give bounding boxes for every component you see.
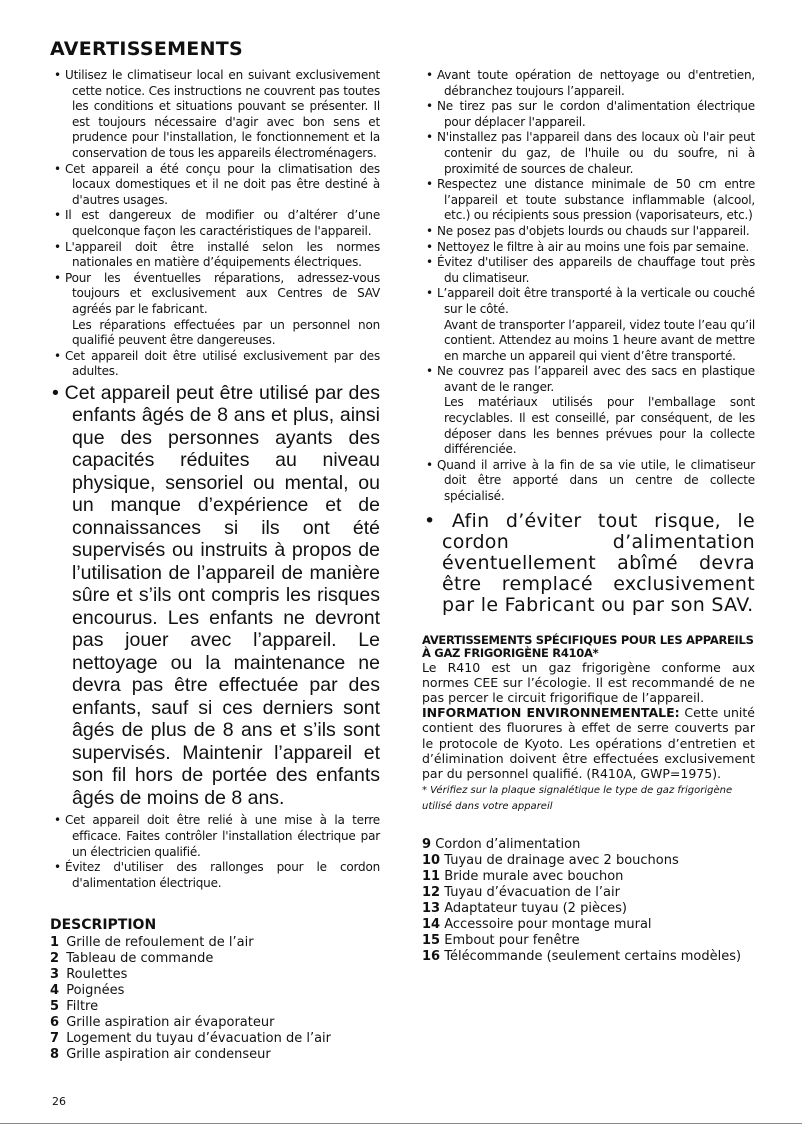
description-item: 4 Poignées xyxy=(50,983,125,999)
warning-item: • Cet appareil doit être relié à une mise à la terre efficace. Faites contrôler l'installation électrique par un électricien qualifié. xyxy=(54,813,380,859)
description-item: 5 Filtre xyxy=(50,999,99,1015)
page-title: AVERTISSEMENTS xyxy=(50,38,244,60)
page-number: 26 xyxy=(52,1095,66,1108)
warning-item-continuation: Avant de transporter l’appareil, videz toute l’eau qu’il contient. Attendez au moins 1 heure avant de mettre en marche un appareil qui vient d’être transporté. xyxy=(444,317,755,363)
description-item: 15 Embout pour fenêtre xyxy=(422,933,580,949)
warning-item: • Quand il arrive à la fin de sa vie utile, le climatiseur doit être apporté dans un centre de collecte spécialisé. xyxy=(426,457,755,504)
right-column xyxy=(422,68,755,965)
warning-item: • Cet appareil a été conçu pour la climatisation des locaux domestiques et il ne doit pas être destiné à d'autres usages. xyxy=(54,161,380,207)
warning-item: • Cet appareil doit être utilisé exclusivement par des adultes. xyxy=(54,348,380,379)
warning-item-continuation: Les matériaux utilisés pour l'emballage sont recyclables. Il est conseillé, par conséquent, de les déposer dans les bennes prévues pour la collecte différenciée. xyxy=(444,395,755,457)
warning-item: • Avant toute opération de nettoyage ou d'entretien, débranchez toujours l’appareil. xyxy=(426,68,755,98)
specific-warnings xyxy=(422,634,755,816)
description-item: 10 Tuyau de drainage avec 2 bouchons xyxy=(422,853,679,869)
warning-item: • Pour les éventuelles réparations, adressez-vous toujours et exclusivement aux Centres de SAV agréés par le fabricant. xyxy=(54,270,380,316)
description-item: 9 Cordon d’alimentation xyxy=(422,837,581,853)
warning-item: • Évitez d'utiliser des appareils de chauffage tout près du climatiseur. xyxy=(426,255,755,285)
description-item: 16 Télécommande (seulement certains modèles) xyxy=(422,949,742,965)
warning-item: • Il est dangereux de modifier ou d’altérer d’une quelconque façon les caractéristiques de l'appareil. xyxy=(54,208,380,238)
warning-item: • Utilisez le climatiseur local en suivant exclusivement cette notice. Ces instructions ne couvrent pas toutes les conditions et situations pouvant se présenter. Il est toujours nécessaire d'agir avec bon sens et prudence pour l'installation, le fonctionnement et la conservation de tous les appareils électroménagers. xyxy=(54,68,380,160)
description-item: 7 Logement du tuyau d’évacuation de l’air xyxy=(50,1031,332,1047)
description-item: 6 Grille aspiration air évaporateur xyxy=(50,1015,275,1031)
description-item: 3 Roulettes xyxy=(50,967,128,983)
warning-item: • Ne couvrez pas l’appareil avec des sacs en plastique avant de le ranger. xyxy=(426,364,755,394)
left-column xyxy=(50,68,380,1063)
footnote: * Vérifiez sur la plaque signalétique le type de gaz frigorigène utilisé dans votre appareil xyxy=(422,785,733,813)
description-item: 14 Accessoire pour montage mural xyxy=(422,917,652,933)
description-item: 13 Adaptateur tuyau (2 pièces) xyxy=(422,901,627,917)
warning-item: • Respectez une distance minimale de 50 cm entre l’appareil et toute substance inflammable (alcool, etc.) ou récipients sous pression (vaporisateurs, etc.) xyxy=(426,177,755,223)
warning-item: • L'appareil doit être installé selon les normes nationales en matière d’équipements électriques. xyxy=(54,239,380,270)
warning-item: • L’appareil doit être transporté à la verticale ou couché sur le côté. xyxy=(426,286,755,316)
warning-item: • N'installez pas l'appareil dans des locaux où l'air peut contenir du gaz, de l'huile ou du soufre, ni à proximité de sources de chaleur. xyxy=(426,130,755,176)
warning-item-continuation: Les réparations effectuées par un personnel non qualifié peuvent être dangereuses. xyxy=(72,317,380,348)
cord-warning: • Afin d’éviter tout risque, le cordon d’alimentation éventuellement abîmé devra être remplacé exclusivement par le Fabricant ou par son SAV. xyxy=(424,509,755,616)
warning-item: • Évitez d'utiliser des rallonges pour le cordon d'alimentation électrique. xyxy=(54,860,380,890)
specific-text: Le R410 est un gaz frigorigène conforme aux normes CEE sur l’écologie. Il est recommandé de ne pas percer le circuit frigorifique de l’appareil. xyxy=(422,659,755,706)
bottom-rule xyxy=(0,1123,802,1124)
warning-item: • Ne posez pas d'objets lourds ou chauds sur l'appareil. xyxy=(426,223,750,238)
env-info: INFORMATION ENVIRONNEMENTALE: Cette unité contient des fluorures à effet de serre couverts par le protocole de Kyoto. Les opérations d’entretien et d’élimination doivent être effectuées exclusivement par du personnel qualifié. (R410A, GWP=1975). xyxy=(422,705,755,782)
description-item: 11 Bride murale avec bouchon xyxy=(422,869,624,885)
description-section xyxy=(50,917,380,1063)
description-item: 8 Grille aspiration air condenseur xyxy=(50,1047,271,1063)
warning-item: • Nettoyez le filtre à air au moins une fois par semaine. xyxy=(426,239,750,254)
description-title: DESCRIPTION xyxy=(50,917,157,934)
children-warning: • Cet appareil peut être utilisé par des enfants âgés de 8 ans et plus, ainsi que des personnes ayants des capacités réduites au niveau physique, sensoriel ou mental, ou un manque d’expérience et de connaissances si ils ont été supervisés ou instruits à propos de l’utilisation de l’appareil de manière sûre et s’ils ont compris les risques encourus. Les enfants ne devront pas jouer avec l’appareil. Le nettoyage ou la maintenance ne devra pas être effectuée par des enfants, sauf si ces derniers sont âgés de plus de 8 ans et s’ils sont supervisés. Maintenir l’appareil et son fil hors de portée des enfants âgés de moins de 8 ans. xyxy=(52,381,380,809)
description-item: 1 Grille de refoulement de l’air xyxy=(50,935,254,951)
specific-heading: AVERTISSEMENTS SPÉCIFIQUES POUR LES APPAREILS À GAZ FRIGORIGÈNE R410A* xyxy=(422,632,754,660)
warning-item: • Ne tirez pas sur le cordon d'alimentation électrique pour déplacer l'appareil. xyxy=(426,99,755,129)
description-item: 12 Tuyau d’évacuation de l’air xyxy=(422,885,620,901)
description-item: 2 Tableau de commande xyxy=(50,951,214,967)
